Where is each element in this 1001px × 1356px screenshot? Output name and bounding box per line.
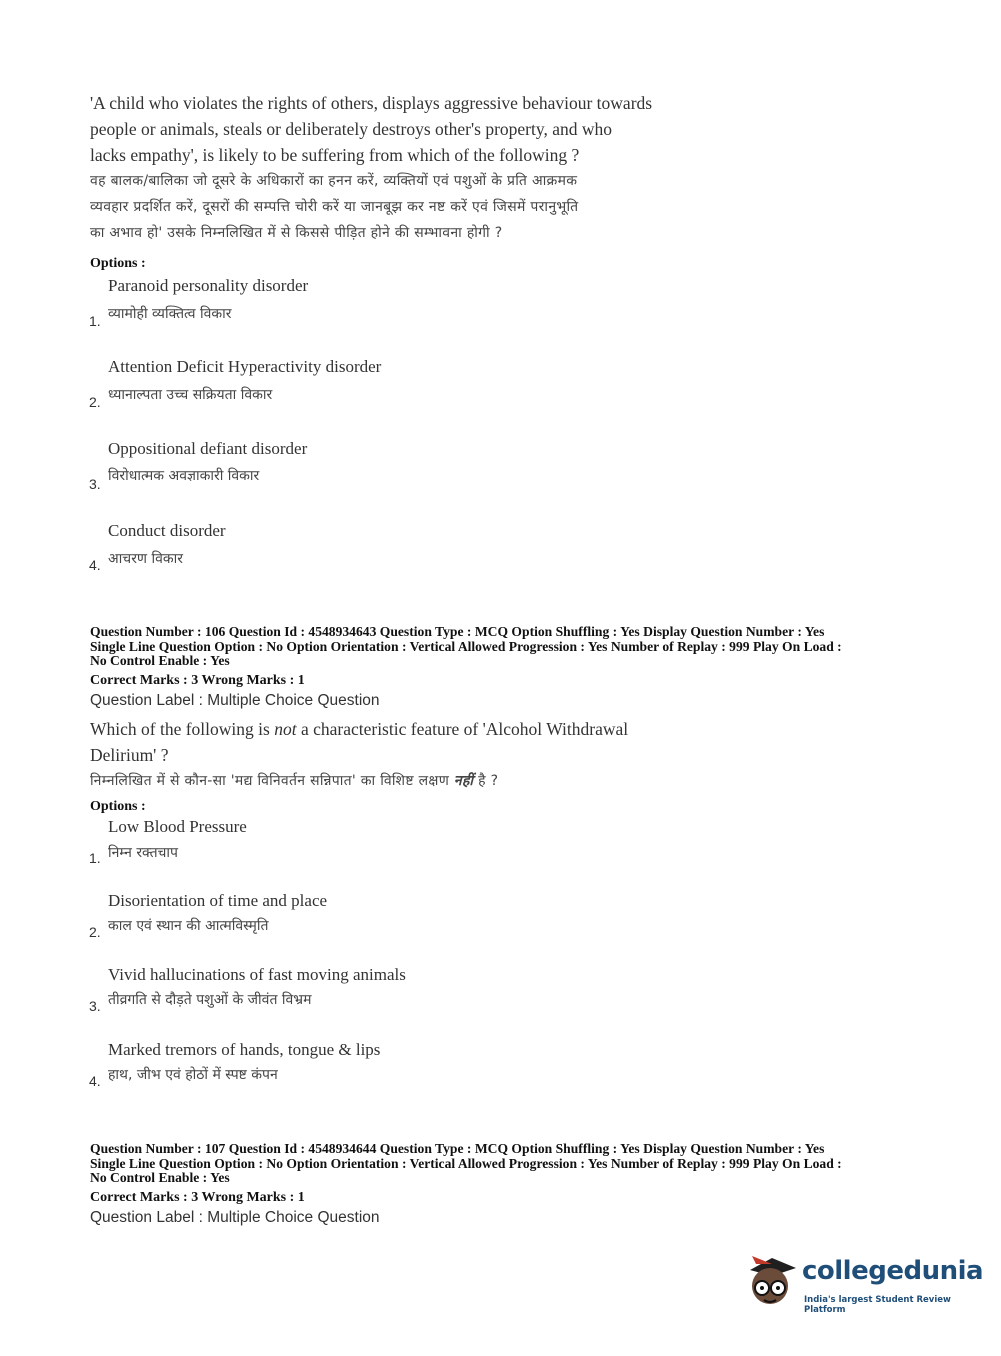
q106-meta-line: Single Line Question Option : No Option Orientation : Vertical Allowed Progression : Yes Number of Replay : 999 Play On Load : [90, 638, 842, 654]
q107-meta-line: Question Number : 107 Question Id : 4548934644 Question Type : MCQ Option Shuffling : Yes Display Question Number : Yes [90, 1141, 825, 1156]
q106-meta-line: No Control Enable : Yes [90, 653, 230, 668]
q106-option-1-hi: निम्न रक्तचाप [108, 845, 179, 861]
q106-en-post: a characteristic feature of 'Alcohol Withdrawal [296, 719, 629, 739]
q105-option-3-en: Oppositional defiant disorder [108, 439, 308, 458]
q107-meta-line: No Control Enable : Yes [90, 1170, 230, 1185]
logo-tagline: India's largest Student Review Platform [804, 1295, 951, 1315]
question-105-text [90, 90, 730, 246]
q106-option-3-number: 3. [89, 998, 101, 1014]
q105-option-4-number: 4. [89, 557, 101, 573]
q105-option-1-number: 1. [89, 313, 101, 329]
q106-hi-post: है ? [473, 773, 499, 789]
q105-hi-line: वह बालक/बालिका जो दूसरे के अधिकारों का हनन करें, व्यक्तियों एवं पशुओं के प्रति आक्रमक [90, 173, 578, 189]
q106-option-4-en: Marked tremors of hands, tongue & lips [108, 1040, 381, 1059]
q106-option-4-hi: हाथ, जीभ एवं होठों में स्पष्ट कंपन [108, 1067, 278, 1083]
q105-option-1-hi: व्यामोही व्यक्तित्व विकार [108, 306, 232, 322]
q106-meta-line: Question Number : 106 Question Id : 4548934643 Question Type : MCQ Option Shuffling : Yes Display Question Number : Yes [90, 624, 825, 639]
q106-option-1-number: 1. [89, 850, 101, 866]
q106-marks: Correct Marks : 3 Wrong Marks : 1 [90, 673, 305, 688]
logo-wordmark: collegedunia [802, 1256, 984, 1286]
collegedunia-logo [742, 1250, 984, 1315]
q107-marks: Correct Marks : 3 Wrong Marks : 1 [90, 1190, 305, 1205]
q105-options-label: Options : [90, 256, 146, 271]
q105-option-3-number: 3. [89, 476, 101, 492]
question-106-text [90, 716, 730, 794]
q106-options-label: Options : [90, 799, 146, 814]
q106-metadata [90, 625, 920, 669]
q105-option-3-hi: विरोधात्मक अवज्ञाकारी विकार [108, 468, 260, 484]
q105-option-2-en: Attention Deficit Hyperactivity disorder [108, 357, 382, 376]
q105-en-line: 'A child who violates the rights of others, displays aggressive behaviour towards [90, 93, 653, 113]
q107-metadata [90, 1142, 920, 1186]
q105-option-1-en: Paranoid personality disorder [108, 276, 309, 295]
q105-option-4-hi: आचरण विकार [108, 551, 184, 567]
q105-en-line: lacks empathy', is likely to be suffering from which of the following ? [90, 145, 580, 165]
q106-en-line2: Delirium' ? [90, 745, 169, 765]
q106-en-emphasis: not [274, 719, 297, 739]
q106-option-4-number: 4. [89, 1073, 101, 1089]
q105-hi-line: का अभाव हो' उसके निम्नलिखित में से किससे पीड़ित होने की सम्भावना होगी ? [90, 225, 503, 241]
q105-option-2-number: 2. [89, 394, 101, 410]
q106-option-3-hi: तीव्रगति से दौड़ते पशुओं के जीवंत विभ्रम [108, 992, 312, 1008]
q107-question-label: Question Label : Multiple Choice Question [90, 1209, 380, 1226]
q106-option-2-hi: काल एवं स्थान की आत्मविस्मृति [108, 918, 269, 934]
q106-question-label: Question Label : Multiple Choice Question [90, 692, 380, 709]
q107-meta-line: Single Line Question Option : No Option Orientation : Vertical Allowed Progression : Yes Number of Replay : 999 Play On Load : [90, 1155, 842, 1171]
q106-option-1-en: Low Blood Pressure [108, 817, 247, 836]
q106-option-2-number: 2. [89, 924, 101, 940]
q105-hi-line: व्यवहार प्रदर्शित करें, दूसरों की सम्पत्ति चोरी करें या जानबूझ कर नष्ट करें एवं जिसमें परानुभूति [90, 199, 579, 215]
q106-hi-line [90, 768, 730, 794]
q106-option-2-en: Disorientation of time and place [108, 891, 328, 910]
q106-en-line [90, 716, 730, 742]
q105-en-line: people or animals, steals or deliberately destroys other's property, and who [90, 119, 613, 139]
q106-en-pre: Which of the following is [90, 719, 275, 739]
q105-option-2-hi: ध्यानाल्पता उच्च सक्रियता विकार [108, 387, 273, 403]
q106-option-3-en: Vivid hallucinations of fast moving animals [108, 965, 406, 984]
q105-option-4-en: Conduct disorder [108, 521, 226, 540]
mascot-icon [742, 1250, 800, 1308]
q106-hi-pre: निम्नलिखित में से कौन-सा 'मद्य विनिवर्तन सन्निपात' का विशिष्ट लक्षण [90, 773, 454, 789]
q106-hi-emphasis: नहीं [453, 773, 474, 789]
